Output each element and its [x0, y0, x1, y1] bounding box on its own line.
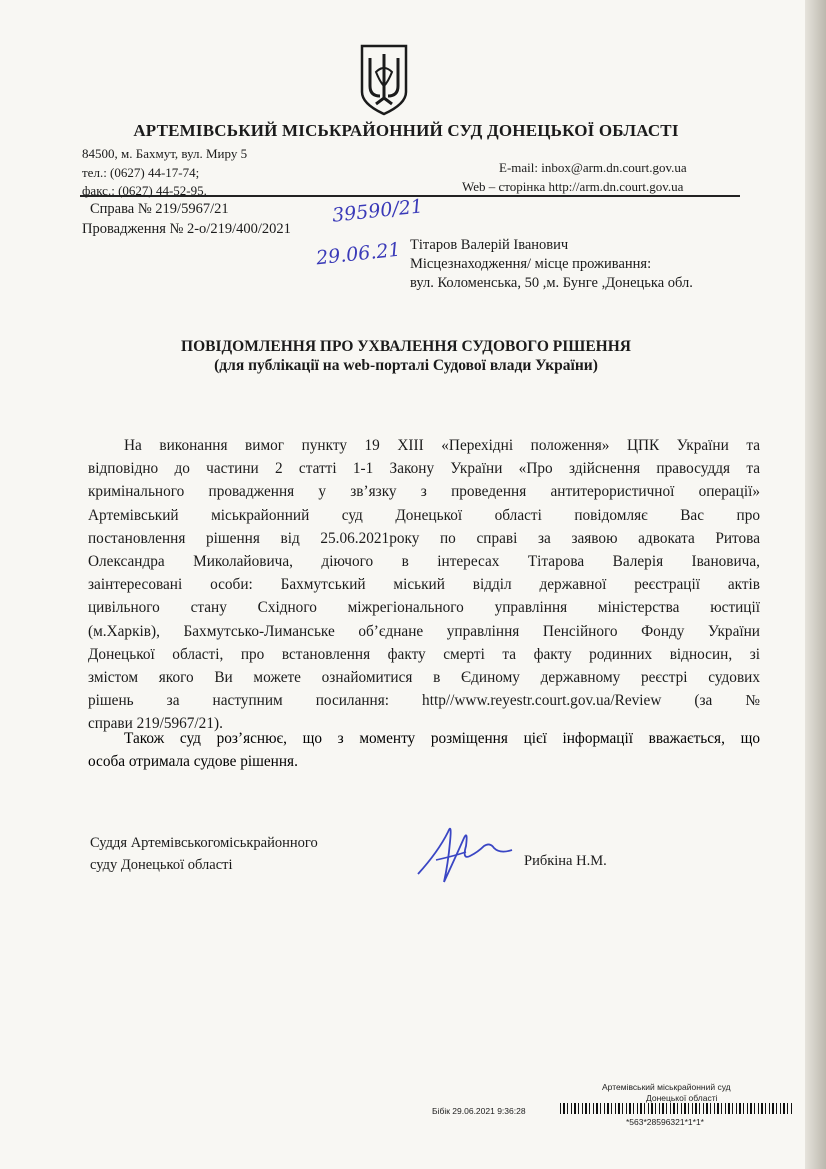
barcode-text: *563*28596321*1*1* — [626, 1117, 704, 1127]
court-address: 84500, м. Бахмут, вул. Миру 5 — [82, 146, 248, 161]
body-line: рішень за наступним посилання: http//www.reyestr.court.gov.ua/Review (за № — [88, 692, 760, 710]
notice-clarification — [88, 727, 760, 773]
body-line: (м.Харків), Бахмутсько-Лиманське об’єднане управління Пенсійного Фонду України — [88, 622, 760, 640]
court-fax: факс.: (0627) 44-52-95. — [82, 183, 207, 198]
barcode — [560, 1103, 792, 1114]
recipient-address: вул. Коломенська, 50 ,м. Бунге ,Донецька обл. — [410, 275, 693, 291]
handwritten-signature-icon — [408, 812, 518, 894]
judge-name: Рибкіна Н.М. — [524, 853, 607, 869]
body-line: заінтересовані особи: Бахмутський міський відділ державної реєстрації актів — [88, 576, 760, 594]
handwritten-registration: 39590/21 — [331, 195, 424, 227]
body-line: постановлення рішення від 25.06.2021року по справі за заявою адвоката Ритова — [88, 529, 760, 547]
body-line: відповідно до частини 2 статті 1-1 Закону України «Про здійснення правосуддя та — [88, 460, 760, 478]
body-line: цивільного стану Східного міжрегіонального управління міністерства юстиції — [88, 599, 760, 617]
court-email: E-mail: inbox@arm.dn.court.gov.ua — [499, 160, 687, 175]
stamp-court-line1: Артемівський міськрайонний суд — [602, 1082, 731, 1092]
notice-body — [88, 434, 760, 735]
clarification-line: особа отримала судове рішення. — [88, 753, 298, 771]
judge-title-line2: суду Донецької області — [90, 857, 233, 873]
court-phone: тел.: (0627) 44-17-74; — [82, 165, 200, 180]
body-line: Артемівський міськрайонний суд Донецької області повідомляє Вас про — [88, 506, 760, 524]
body-line: кримінального провадження у зв’язку з проведення антитерористичної операції» — [88, 483, 760, 501]
stamp-court-line2: Донецької області — [646, 1093, 718, 1103]
recipient-location-label: Місцезнаходження/ місце проживання: — [410, 256, 652, 272]
case-number: Справа № 219/5967/21 — [90, 201, 229, 217]
clarification-line: Також суд роз’яснює, що з моменту розміщення цієї інформації вважається, що — [124, 730, 760, 747]
recipient-name: Тітаров Валерій Іванович — [410, 237, 569, 253]
page-edge — [805, 0, 826, 1169]
trident-emblem-icon — [358, 42, 410, 116]
handwritten-date: 29.06.21 — [315, 238, 402, 270]
body-line: Олександра Миколайовича, діючого в інтересах Тітарова Валерія Івановича, — [88, 552, 760, 570]
judge-title-line1: Суддя Артемівськогоміськрайонного — [90, 835, 318, 851]
proceeding-number: Провадження № 2-о/219/400/2021 — [82, 221, 291, 237]
court-name: АРТЕМІВСЬКИЙ МІСЬКРАЙОННИЙ СУД ДОНЕЦЬКОЇ ОБЛАСТІ — [133, 121, 679, 140]
notice-title: ПОВІДОМЛЕННЯ ПРО УХВАЛЕННЯ СУДОВОГО РІШЕННЯ — [181, 338, 631, 355]
body-line: справи 219/5967/21). — [88, 715, 223, 733]
court-website: Web – сторінка http://arm.dn.court.gov.ua — [462, 179, 684, 194]
body-line: На виконання вимог пункту 19 ХІІІ «Перехідні положення» ЦПК України та — [124, 437, 760, 454]
stamp-registration: Бібік 29.06.2021 9:36:28 — [432, 1106, 526, 1116]
body-line: Донецької області, про встановлення факту смерті та факту родинних відносин, зі — [88, 645, 760, 663]
body-line: змістом якого Ви можете ознайомитися в Єдиному державному реєстрі судових — [88, 668, 760, 686]
notice-subtitle: (для публікації на web-порталі Судової влади України) — [214, 357, 598, 374]
